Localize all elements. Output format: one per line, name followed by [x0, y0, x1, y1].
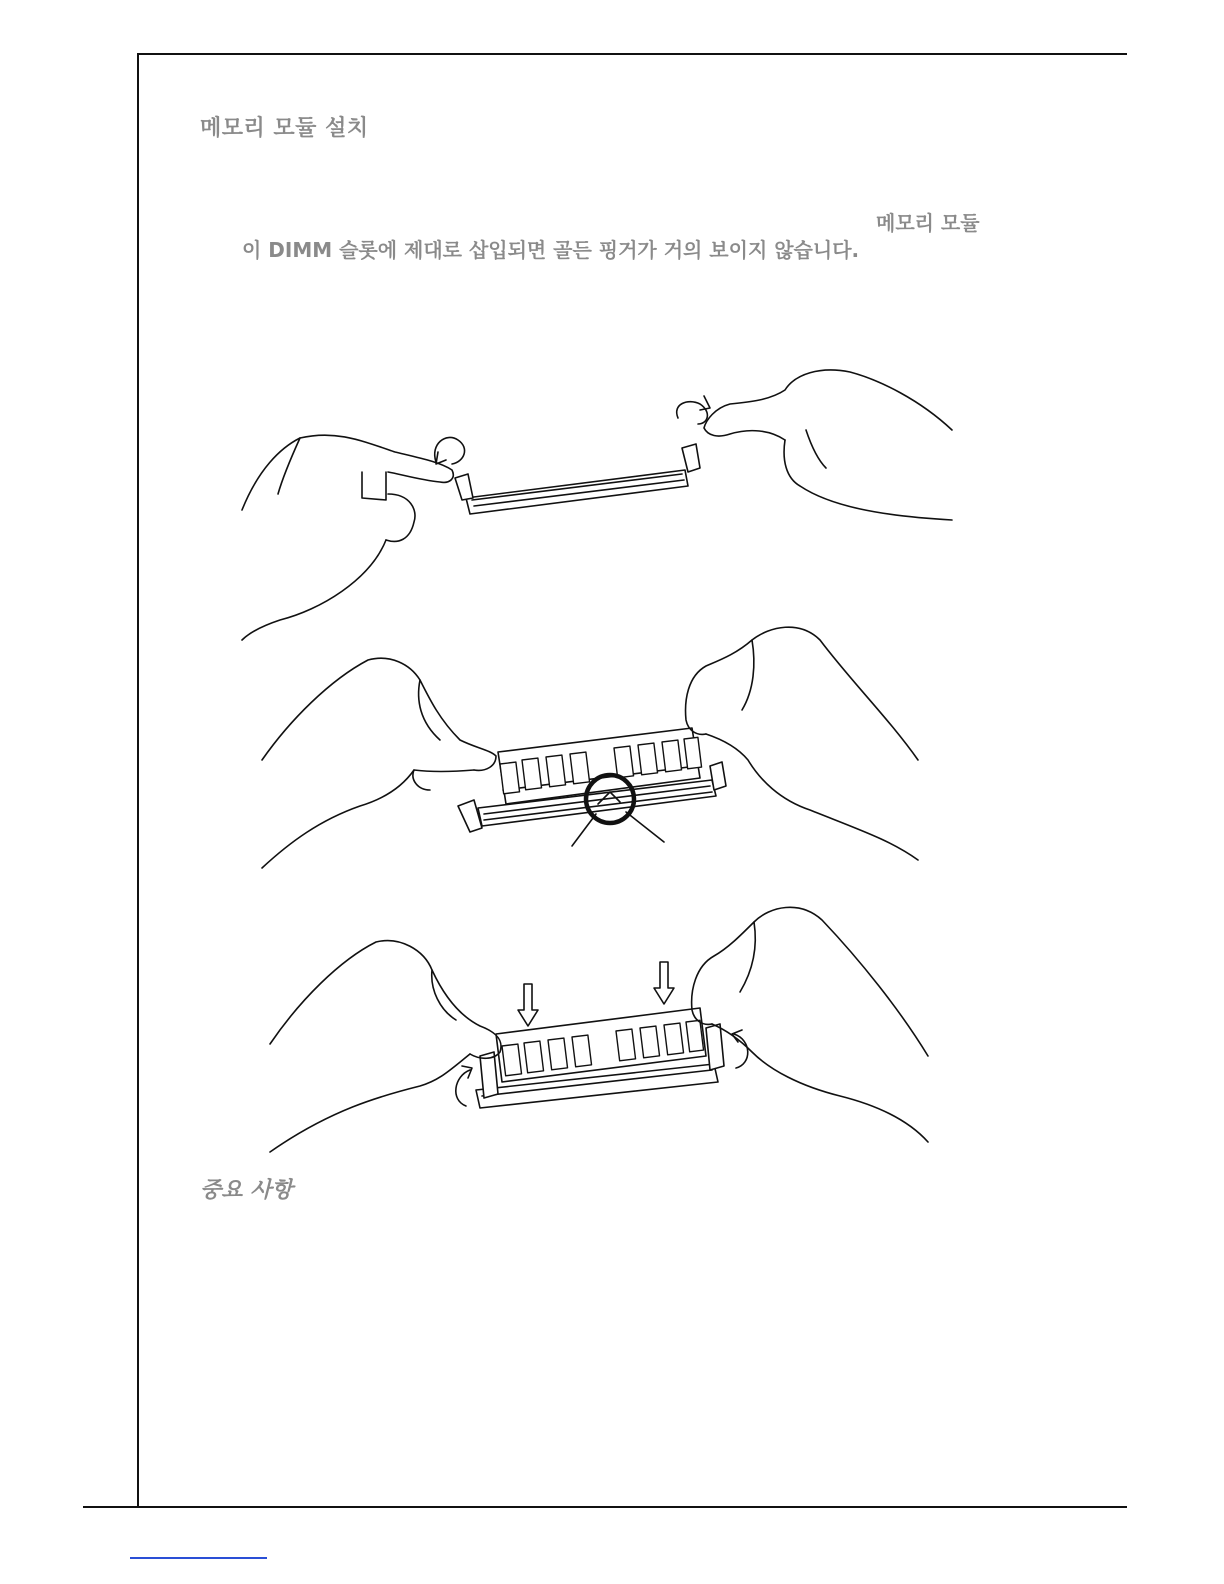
important-note-title: 중요 사항 [200, 1178, 293, 1203]
align-module-notch-illustration [262, 627, 918, 868]
section-heading: 메모리 모듈 설치 [200, 116, 369, 141]
press-module-down-illustration [270, 907, 928, 1152]
paragraph-line: 이 DIMM 슬롯에 제대로 삽입되면 골든 핑거가 거의 보이지 않습니다. [242, 238, 860, 262]
paragraph-tail-text: 메모리 모듈 [876, 211, 980, 235]
open-dimm-clips-illustration [242, 370, 952, 640]
